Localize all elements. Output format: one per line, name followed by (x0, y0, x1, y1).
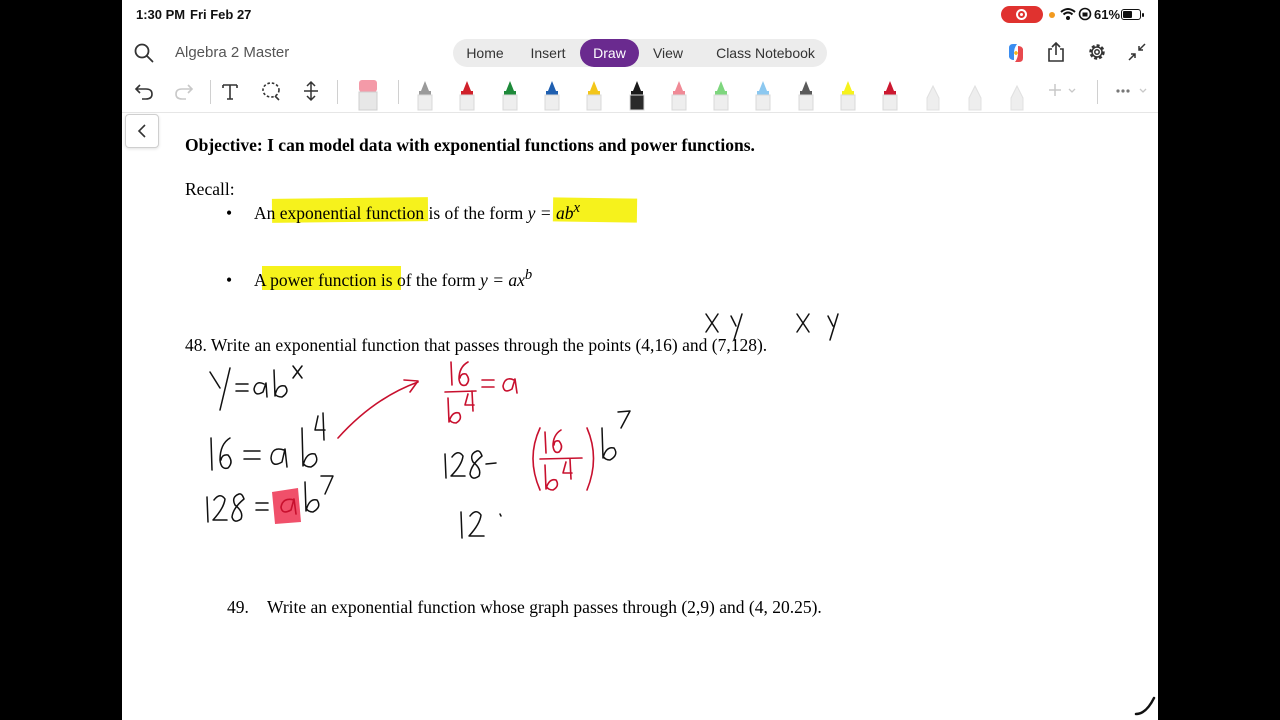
handwritten-ink-canvas[interactable] (122, 0, 1158, 720)
ink-red-strokes (281, 362, 594, 514)
onenote-window (122, 0, 1158, 720)
ink-highlight-a (272, 488, 301, 524)
battery-percent: 61% (1094, 7, 1121, 22)
status-time: 1:30 PM (136, 7, 186, 22)
class-notebook-button[interactable]: Class Notebook (704, 39, 827, 67)
bullet-power: • A power function is of the form $y = ax^b$ (226, 267, 533, 290)
recall-heading: Recall: (185, 179, 235, 199)
objective-text: Objective: I can model data with exponential functions and power functions. (185, 135, 755, 155)
tab-home[interactable]: Home (466, 45, 504, 61)
problem-49-number: 49. (227, 597, 249, 617)
tab-view[interactable]: View (652, 45, 684, 61)
tab-draw[interactable]: Draw (580, 39, 639, 67)
status-date: Fri Feb 27 (190, 7, 252, 22)
problem-49: Write an exponential function whose graph passes through (2,9) and (4, 20.25). (267, 597, 822, 617)
bullet-exponential: • An exponential function is of the form $y = ab^x$ (226, 200, 580, 223)
problem-48: 48. Write an exponential function that passes through the points (4,16) and (7,128). (185, 335, 768, 355)
notebook-title[interactable]: Algebra 2 Master (175, 44, 290, 61)
tab-insert[interactable]: Insert (530, 45, 566, 61)
pen-cursor-icon (1132, 694, 1158, 720)
ink-black-strokes (207, 314, 838, 538)
